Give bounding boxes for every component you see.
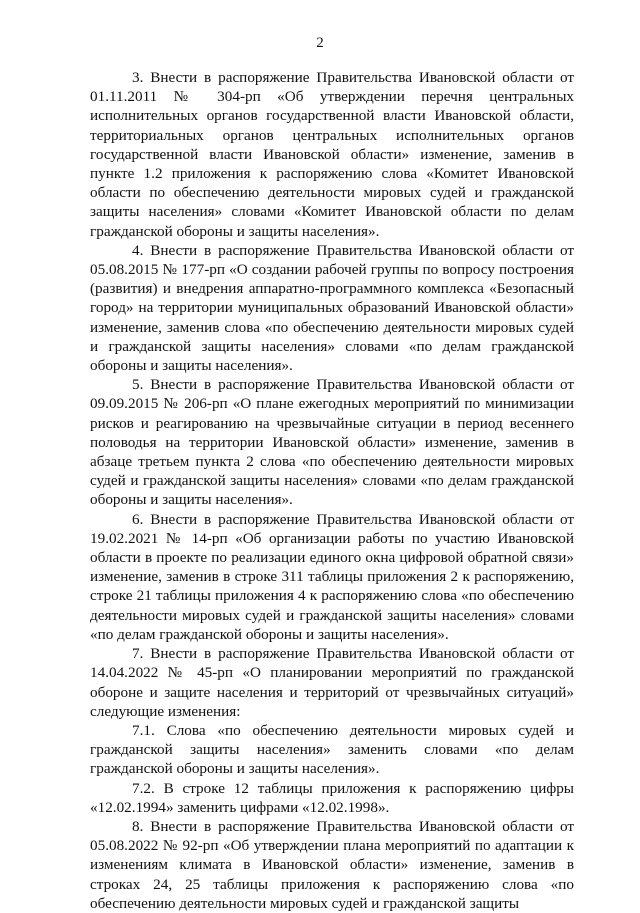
paragraph-item-3: 3. Внести в распоряжение Правительства Ивановской области от 01.11.2011 № 304-рп «Об утверждении перечня центральных исполнительных органов государственной власти Ивановской области, территориальных органов центральных исполнительных органов государственной власти Ивановской области» изменение, заменив в пункте 1.2 приложения к распоряжению слова «Комитет Ивановской области по обеспечению деятельности мировых судей и гражданской защиты населения» словами «Комитет Ивановской области по делам гражданской обороны и защиты населения».: [90, 69, 574, 240]
paragraph-item-6: 6. Внести в распоряжение Правительства Ивановской области от 19.02.2021 № 14-рп «Об организации работы по участию Ивановской области в проекте по реализации единого окна цифровой обратной связи» изменение, заменив в строке 311 таблицы приложения 2 к распоряжению, строке 21 таблицы приложения 4 к распоряжению слова «по обеспечению деятельности мировых судей и гражданской защиты населения» словами «по делам гражданской обороны и защиты населения».: [90, 510, 574, 643]
page-number: 2: [316, 35, 324, 51]
paragraph-item-7-2: 7.2. В строке 12 таблицы приложения к распоряжению цифры «12.02.1994» заменить цифрами «12.02.1998».: [90, 779, 574, 816]
paragraph-item-8: 8. Внести в распоряжение Правительства Ивановской области от 05.08.2022 № 92-рп «Об утверждении плана мероприятий по адаптации к изменениям климата в Ивановской области» изменение, заменив в строках 24, 25 таблицы приложения к распоряжению слова «по обеспечению деятельности мировых судей и гражданской защиты: [90, 817, 574, 912]
document-body: [90, 68, 574, 913]
paragraph-item-7-1: 7.1. Слова «по обеспечению деятельности мировых судей и гражданской защиты населения» заменить словами «по делам гражданской обороны и защиты населения».: [90, 721, 574, 778]
paragraph-item-5: 5. Внести в распоряжение Правительства Ивановской области от 09.09.2015 № 206-рп «О плане ежегодных мероприятий по минимизации рисков и реагированию на чрезвычайные ситуации в период весеннего половодья на территории Ивановской области» изменение, заменив в абзаце третьем пункта 2 слова «по обеспечению деятельности мировых судей и гражданской защиты населения» словами «по делам гражданской обороны и защиты населения».: [90, 376, 574, 509]
paragraph-item-7: 7. Внести в распоряжение Правительства Ивановской области от 14.04.2022 № 45-рп «О планировании мероприятий по гражданской обороне и защите населения и территорий от чрезвычайных ситуаций» следующие изменения:: [90, 645, 574, 720]
paragraph-item-4: 4. Внести в распоряжение Правительства Ивановской области от 05.08.2015 № 177-рп «О создании рабочей группы по вопросу построения (развития) и внедрения аппаратно-программного комплекса «Безопасный город» на территории муниципальных образований Ивановской области» изменение, заменив слова «по обеспечению деятельности мировых судей и гражданской защиты населения» словами «по делам гражданской обороны и защиты населения».: [90, 241, 574, 375]
